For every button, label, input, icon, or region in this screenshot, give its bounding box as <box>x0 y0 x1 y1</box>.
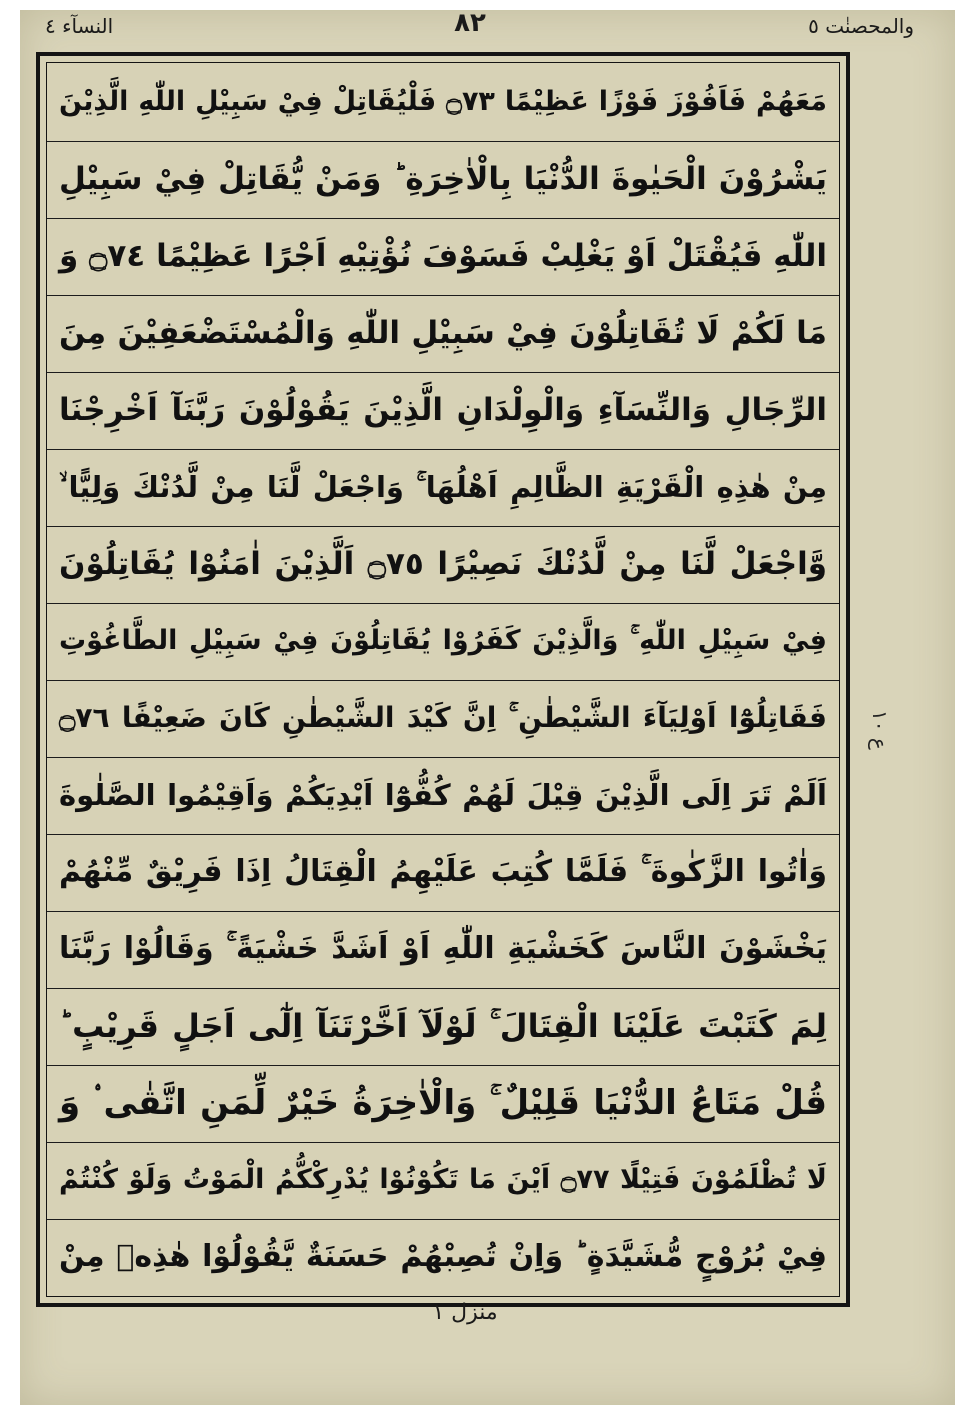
surah-name-header: النسآء ٤ <box>45 14 114 38</box>
text-line <box>47 1141 839 1220</box>
line-text: وَاٰتُوا الزَّكٰوةَ ۚ فَلَمَّا كُتِبَ عَلَيْهِمُ الْقِتَالُ اِذَا فَرِيْقٌ مِّنْهُمْ <box>59 854 827 889</box>
line-text: لِمَ كَتَبْتَ عَلَيْنَا الْقِتَالَ ۚ لَوْلَآ اَخَّرْتَنَآ اِلٰٓى اَجَلٍ قَرِيْبٍ ؕ <box>59 1007 827 1045</box>
line-text: يَشْرُوْنَ الْحَيٰوةَ الدُّنْيَا بِالْاٰخِرَةِ ؕ وَمَنْ يُّقَاتِلْ فِيْ سَبِيْلِ <box>59 161 827 197</box>
text-line <box>47 217 839 296</box>
text-frame-inner <box>46 62 840 1297</box>
text-line <box>47 833 839 912</box>
text-line <box>47 910 839 989</box>
line-text: يَخْشَوْنَ النَّاسَ كَخَشْيَةِ اللّٰهِ اَوْ اَشَدَّ خَشْيَةً ۚ وَقَالُوْا رَبَّنَا <box>59 931 827 966</box>
line-text: مَعَهُمْ فَاَفُوْزَ فَوْزًا عَظِيْمًا ۝٧٣ فَلْيُقَاتِلْ فِيْ سَبِيْلِ اللّٰهِ الَّذِيْنَ <box>59 86 827 117</box>
line-text: الرِّجَالِ وَالنِّسَآءِ وَالْوِلْدَانِ الَّذِيْنَ يَقُوْلُوْنَ رَبَّنَآ اَخْرِجْنَا <box>59 392 827 428</box>
manzil-footer: منزل ١ <box>432 1300 498 1325</box>
line-text: قُلْ مَتَاعُ الدُّنْيَا قَلِيْلٌ ۚ وَالْاٰخِرَةُ خَيْرٌ لِّمَنِ اتَّقٰى ۟ وَ <box>59 1083 827 1123</box>
text-line <box>47 756 839 835</box>
line-text: فَقَاتِلُوْٓا اَوْلِيَآءَ الشَّيْطٰنِ ۚ اِنَّ كَيْدَ الشَّيْطٰنِ كَانَ ضَعِيْفًا ۝٧٦ <box>59 701 827 734</box>
line-text: اللّٰهِ فَيُقْتَلْ اَوْ يَغْلِبْ فَسَوْفَ نُؤْتِيْهِ اَجْرًا عَظِيْمًا ۝٧٤ وَ <box>59 238 827 274</box>
text-line <box>47 602 839 681</box>
line-text: فِيْ بُرُوْجٍ مُّشَيَّدَةٍ ؕ وَاِنْ تُصِبْهُمْ حَسَنَةٌ يَّقُوْلُوْا هٰذِهٖ مِنْ <box>59 1239 827 1274</box>
ruku-margin-mark: ع ١٠ <box>868 710 892 750</box>
text-line <box>47 448 839 527</box>
text-line <box>47 987 839 1066</box>
juz-name-header: والمحصنٰت ٥ <box>808 14 914 38</box>
text-line <box>47 371 839 450</box>
line-text: اَلَمْ تَرَ اِلَى الَّذِيْنَ قِيْلَ لَهُمْ كُفُّوْٓا اَيْدِيَكُمْ وَاَقِيْمُوا الصَّلٰوةَ <box>59 778 827 812</box>
line-text: فِيْ سَبِيْلِ اللّٰهِ ۚ وَالَّذِيْنَ كَفَرُوْا يُقَاتِلُوْنَ فِيْ سَبِيْلِ الطَّاغُوْتِ <box>59 625 827 656</box>
text-frame <box>36 52 850 1307</box>
page-number: ٨٢ <box>454 8 486 38</box>
text-line <box>47 140 839 219</box>
text-line <box>47 63 839 142</box>
text-line <box>47 1064 839 1143</box>
line-text: لَا تُظْلَمُوْنَ فَتِيْلًا ۝٧٧ اَيْنَ مَا تَكُوْنُوْا يُدْرِكْكُّمُ الْمَوْتُ وَلَوْ كُنْتُمْ <box>59 1164 828 1195</box>
line-text: مَا لَكُمْ لَا تُقَاتِلُوْنَ فِيْ سَبِيْلِ اللّٰهِ وَالْمُسْتَضْعَفِيْنَ مِنَ <box>59 315 827 351</box>
text-line <box>47 294 839 373</box>
text-line <box>47 525 839 604</box>
line-text: مِنْ هٰذِهِ الْقَرْيَةِ الظَّالِمِ اَهْلُهَا ۚ وَاجْعَلْ لَّنَا مِنْ لَّدُنْكَ وَلِيًّا ۙ <box>59 470 827 504</box>
text-line <box>47 679 839 758</box>
text-line <box>47 1218 839 1296</box>
line-text: وَّاجْعَلْ لَّنَا مِنْ لَّدُنْكَ نَصِيْرًا ۝٧٥ اَلَّذِيْنَ اٰمَنُوْا يُقَاتِلُوْنَ <box>59 546 827 582</box>
